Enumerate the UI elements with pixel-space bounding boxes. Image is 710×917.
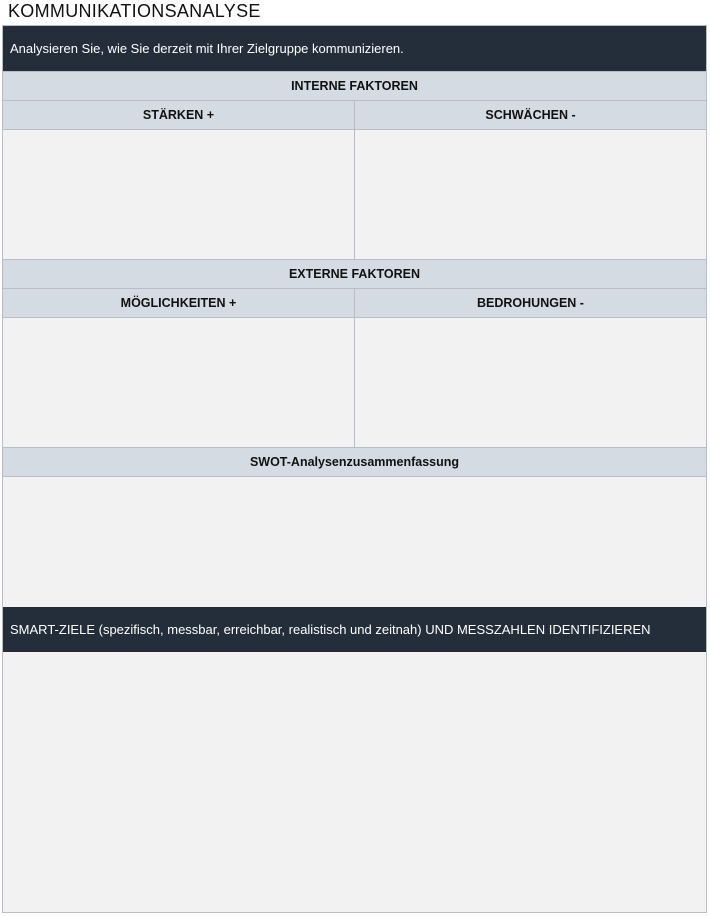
intro-banner-text: Analysieren Sie, wie Sie derzeit mit Ihrer Zielgruppe kommunizieren. [10,41,404,56]
external-input-boxes [3,317,706,447]
intro-banner [3,26,706,71]
external-factors-label: EXTERNE FAKTOREN [288,267,421,281]
weaknesses-input-box[interactable] [354,129,706,259]
smart-goals-input-box[interactable] [3,652,706,912]
internal-input-boxes [3,129,706,259]
document-title: KOMMUNIKATIONSANALYSE [8,1,261,21]
strengths-heading [3,100,354,129]
smart-goals-banner-text: SMART-ZIELE (spezifisch, messbar, erreichbar, realistisch und zeitnah) UND MESSZAHLEN IDENTIFIZIEREN [10,622,651,637]
smart-goals-banner [3,607,706,652]
threats-input-box[interactable] [354,317,706,447]
external-factors-heading [3,259,706,288]
opportunities-heading [3,288,354,317]
internal-column-headings [3,100,706,129]
swot-summary-heading [3,447,706,476]
strengths-input-box[interactable] [3,129,354,259]
opportunities-label: MÖGLICHKEITEN + [120,296,237,310]
opportunities-input-box[interactable] [3,317,354,447]
threats-heading [354,288,706,317]
strengths-label: STÄRKEN + [142,108,215,122]
weaknesses-label: SCHWÄCHEN - [485,108,576,122]
swot-summary-label: SWOT-Analysenzusammenfassung [249,455,460,469]
swot-summary-input-box[interactable] [3,476,706,607]
internal-factors-label: INTERNE FAKTOREN [291,79,418,93]
weaknesses-heading [354,100,706,129]
analysis-sheet [2,25,707,913]
threats-label: BEDROHUNGEN - [477,296,584,310]
internal-factors-heading [3,71,706,100]
external-column-headings [3,288,706,317]
